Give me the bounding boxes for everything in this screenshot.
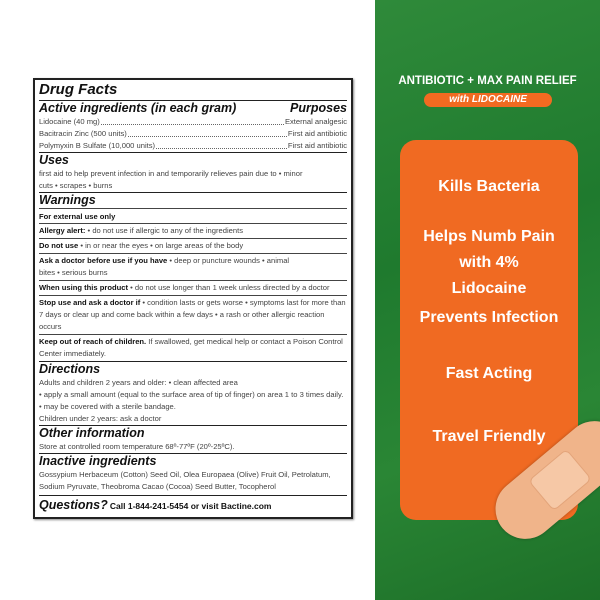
feature-prevents-infection: Prevents Infection [419, 309, 559, 326]
ingredient-purpose: External analgesic [284, 117, 347, 126]
drug-facts-title: Drug Facts [39, 81, 118, 98]
questions-label: Questions? [39, 498, 108, 512]
feature-numb-pain: Helps Numb Pain with 4% Lidocaine [423, 228, 555, 297]
feature-fast-acting: Fast Acting [445, 365, 533, 382]
purposes-header: Purposes [290, 101, 347, 115]
other-info-header: Other information [39, 426, 145, 440]
ingredient-row [39, 116, 347, 128]
directions-line: Children under 2 years: ask a doctor [39, 414, 162, 423]
directions-line: Adults and children 2 years and older: • clean affected area [39, 378, 238, 387]
warning-item: When using this product • do not use longer than 1 week unless directed by a doctor [39, 280, 347, 295]
ingredient-name: Lidocaine (40 mg) [39, 117, 100, 126]
inactive-header: Inactive ingredients [39, 454, 157, 468]
feature-kills-bacteria: Kills Bacteria [438, 178, 540, 195]
warning-item: Stop use and ask a doctor if • condition lasts or gets worse • symptoms last for more than 7 days or clear up and come back within a few days • a rash or other allergic reaction occurs [39, 295, 347, 334]
questions-text: Call 1-844-241-5454 or visit Bactine.com [109, 501, 272, 511]
ingredient-name: Bacitracin Zinc (500 units) [39, 129, 127, 138]
ingredient-purpose: First aid antibiotic [287, 141, 347, 150]
ingredient-row [39, 140, 347, 152]
uses-header: Uses [39, 153, 69, 167]
promo-panel [375, 0, 600, 600]
warning-item: Ask a doctor before use if you have • deep or puncture wounds • animal bites • serious burns [39, 253, 347, 280]
ingredient-row [39, 128, 347, 140]
ingredient-purpose: First aid antibiotic [287, 129, 347, 138]
warning-item: Allergy alert: • do not use if allergic to any of the ingredients [39, 223, 347, 238]
warnings-header: Warnings [39, 193, 96, 207]
external-use-text: For external use only [39, 212, 116, 221]
warning-item: Keep out of reach of children. If swallowed, get medical help or contact a Poison Control Center immediately. [39, 334, 347, 361]
other-info-text: Store at controlled room temperature 68º-77ºF (20º-25ºC). [39, 442, 235, 451]
uses-text: first aid to help prevent infection in and temporarily relieves pain due to • minor cuts • scrapes • burns [39, 169, 303, 190]
tagline: ANTIBIOTIC + MAX PAIN RELIEF [398, 75, 577, 87]
active-ingredients-header: Active ingredients (in each gram) [39, 101, 237, 115]
directions-header: Directions [39, 362, 101, 376]
ingredient-name: Polymyxin B Sulfate (10,000 units) [39, 141, 156, 150]
warning-item: Do not use • in or near the eyes • on large areas of the body [39, 238, 347, 253]
feature-travel-friendly: Travel Friendly [432, 428, 546, 445]
directions-line: • apply a small amount (equal to the surface area of tip of finger) on area 1 to 3 times daily. • may be covered with a sterile bandage. [39, 390, 344, 411]
drug-facts-panel [33, 78, 353, 519]
lidocaine-badge: with LIDOCAINE [424, 93, 552, 107]
inactive-text: Gossypium Herbaceum (Cotton) Seed Oil, Olea Europaea (Olive) Fruit Oil, Petrolatum, Sodium Pyruvate, Theobroma Cacao (Cocoa) Seed Butter, Tocopherol [39, 470, 331, 491]
